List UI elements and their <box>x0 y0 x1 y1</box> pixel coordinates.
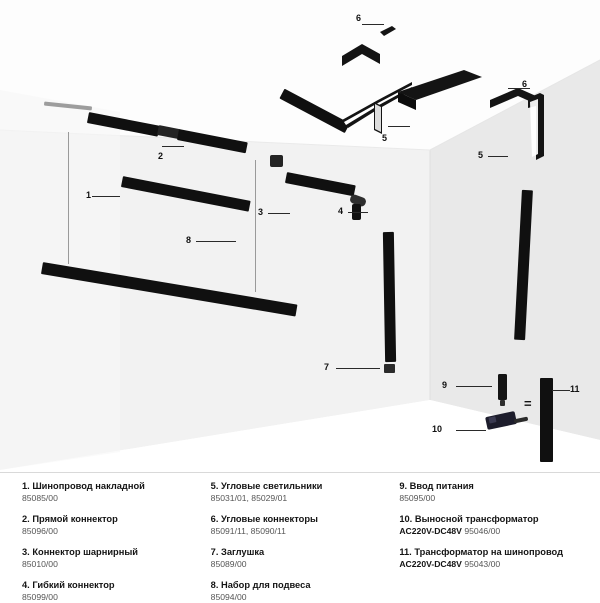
callout-10: 10 <box>432 424 443 434</box>
legend <box>0 480 600 602</box>
callout-5b: 5 <box>478 150 484 160</box>
legend-item <box>211 513 390 537</box>
suspension-wire-right <box>255 160 256 292</box>
legend-item <box>211 546 390 570</box>
legend-item-name: 6. Угловые коннекторы <box>210 514 318 524</box>
legend-item-name: 8. Набор для подвеса <box>210 580 311 590</box>
product-track-right-upper <box>398 70 484 120</box>
legend-item <box>399 480 578 504</box>
callout-7: 7 <box>324 362 330 372</box>
legend-item <box>399 513 578 537</box>
callout-5a: 5 <box>382 133 388 143</box>
legend-item-code-bold: AC220V-DC48V <box>399 526 462 536</box>
legend-item-code-text: 85089/00 <box>210 559 247 569</box>
legend-item-name: 7. Заглушка <box>210 547 265 557</box>
legend-item <box>22 546 201 570</box>
callout-4: 4 <box>338 206 344 216</box>
legend-item-code <box>211 526 390 537</box>
product-corner-luminaire-right <box>488 86 548 176</box>
leader-2 <box>162 146 184 147</box>
leader-3 <box>268 213 290 214</box>
legend-column-3 <box>399 480 578 598</box>
leader-7 <box>336 368 380 369</box>
legend-item-code <box>22 592 201 603</box>
legend-item <box>211 480 390 504</box>
legend-item-code <box>211 493 390 504</box>
legend-item-name: 10. Выносной трансформатор <box>399 514 539 524</box>
legend-item-code <box>22 493 201 504</box>
legend-item <box>22 480 201 504</box>
product-corner-connector-top <box>340 26 400 68</box>
legend-column-2 <box>210 480 390 602</box>
legend-item-name: 1. Шинопровод накладной <box>22 481 145 491</box>
legend-item-code-text: 95046/00 <box>464 526 501 536</box>
legend-item-code <box>399 559 578 570</box>
leader-4 <box>348 212 368 213</box>
callout-2: 2 <box>158 151 164 161</box>
leader-5a <box>388 126 410 127</box>
legend-item-code-text: 95043/00 <box>464 559 501 569</box>
callout-9: 9 <box>442 380 448 390</box>
legend-item-code-text: 85095/00 <box>399 493 436 503</box>
callout-6b: 6 <box>522 79 528 89</box>
legend-item-code <box>211 559 390 570</box>
legend-column-1 <box>22 480 201 602</box>
product-hinge-connector <box>270 155 283 167</box>
legend-item-code-text: 85096/00 <box>22 526 58 536</box>
callout-equals: = <box>524 396 532 411</box>
legend-item <box>22 579 201 603</box>
legend-item-code <box>399 526 578 537</box>
leader-11 <box>552 390 570 391</box>
suspension-wire-left <box>68 132 69 264</box>
legend-item-name: 11. Трансформатор на шинопровод <box>399 547 563 557</box>
legend-item-code <box>399 493 578 504</box>
callout-11: 11 <box>570 384 580 394</box>
legend-item <box>211 579 390 603</box>
legend-item-code-text: 85010/00 <box>22 559 58 569</box>
legend-item <box>399 546 578 570</box>
leader-10 <box>456 430 486 431</box>
leader-5b <box>488 156 508 157</box>
legend-divider <box>0 472 600 473</box>
legend-item-code-bold: AC220V-DC48V <box>399 559 462 569</box>
legend-item-code-text: 85085/00 <box>22 493 58 503</box>
product-end-cap <box>384 364 395 373</box>
legend-item <box>22 513 201 537</box>
legend-item-code <box>22 559 201 570</box>
leader-8 <box>196 241 236 242</box>
legend-item-code-text: 85091/11, 85090/11 <box>210 526 286 536</box>
legend-item-code-text: 85094/00 <box>210 592 247 602</box>
callout-6a: 6 <box>356 13 362 23</box>
product-track-vertical-a <box>383 232 396 362</box>
leader-9 <box>456 386 492 387</box>
callout-3: 3 <box>258 207 264 217</box>
legend-item-name: 4. Гибкий коннектор <box>22 580 115 590</box>
leader-6a <box>362 24 384 25</box>
product-power-input <box>492 372 516 408</box>
legend-item-name: 3. Коннектор шарнирный <box>22 547 138 557</box>
legend-item-code-text: 85099/00 <box>22 592 58 602</box>
legend-item-code <box>22 526 201 537</box>
callout-8: 8 <box>186 235 192 245</box>
legend-item-code-text: 85031/01, 85029/01 <box>210 493 288 503</box>
legend-item-name: 2. Прямой коннектор <box>22 514 118 524</box>
legend-item-code <box>211 592 390 603</box>
callout-1: 1 <box>86 190 92 200</box>
legend-item-name: 5. Угловые светильники <box>210 481 323 491</box>
legend-item-name: 9. Ввод питания <box>399 481 474 491</box>
leader-1 <box>92 196 120 197</box>
